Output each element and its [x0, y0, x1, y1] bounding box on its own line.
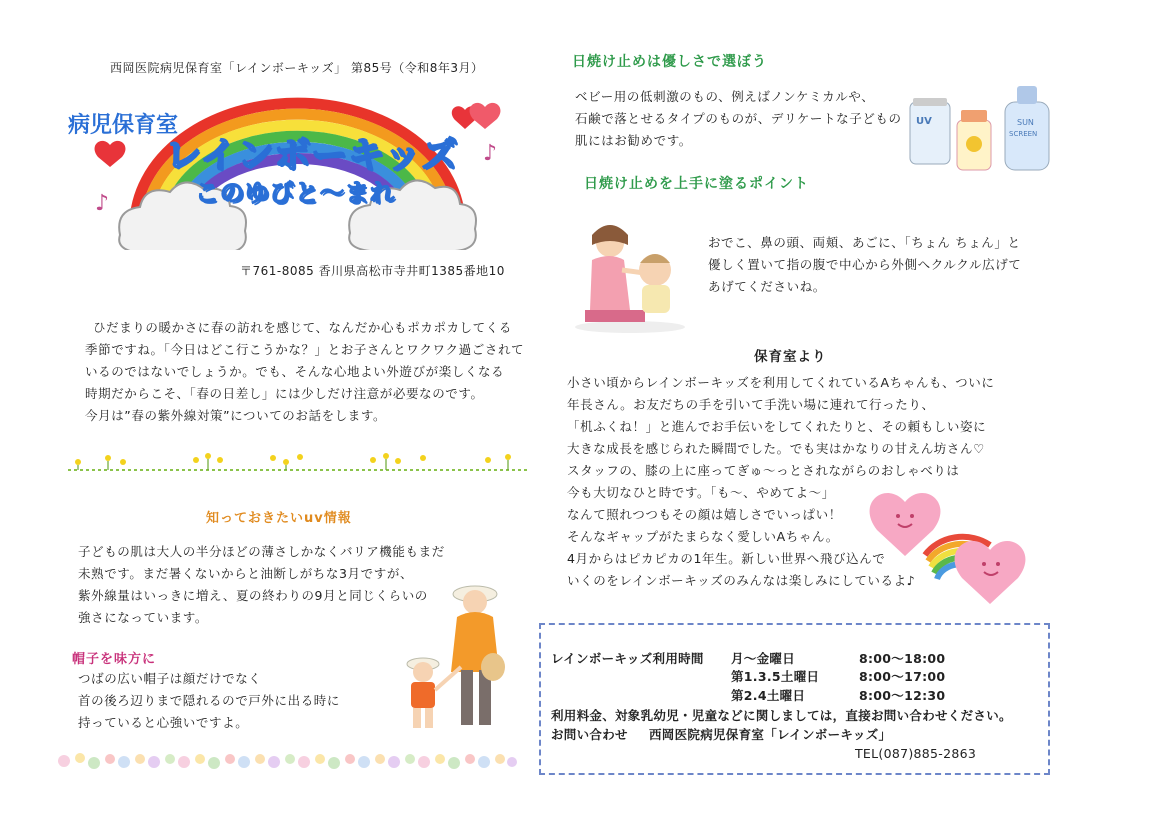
nursery-line: 今も大切なひと時です。「も～、やめてよ～」 [567, 485, 835, 500]
hours-time: 8:00～12:30 [859, 688, 946, 703]
nursery-line: なんて照れつつもその顔は嬉しさでいっぱい！ [567, 507, 842, 522]
uv-line: 紫外線量はいっきに増え、夏の終わりの9月と同じくらいの [78, 588, 428, 603]
address: 〒761-8085 香川県高松市寺井町1385番地10 [240, 264, 505, 278]
intro-line: ひだまりの暖かさに春の訪れを感じて、なんだか心もポカポカしてくる [93, 320, 512, 335]
hours-label: レインボーキッズ利用時間 [551, 651, 704, 666]
nursery-line: 小さい頃からレインボーキッズを利用してくれているAちゃんも、ついに [567, 375, 995, 390]
sunscreen-choose-line: ベビー用の低刺激のもの、例えばノンケミカルや、 [575, 89, 875, 104]
nursery-line: 4月からはピカピカの1年生。新しい世界へ飛び込んで [567, 551, 886, 566]
newsletter-title: 西岡医院病児保育室「レインボーキッズ」 第85号（令和8年3月） [110, 61, 484, 75]
nursery-title: 保育室より [754, 349, 827, 365]
uv-line: 強さになっています。 [78, 610, 209, 625]
nursery-line: 大きな成長を感じられた瞬間でした。でも実はかなりの甘えん坊さん♡ [567, 441, 985, 456]
hours-day: 月～金曜日 [731, 651, 796, 666]
sunscreen-apply-text [708, 232, 1021, 298]
sunscreen-apply-line: 優しく置いて指の腹で中心から外側へクルクル広げて [708, 257, 1022, 272]
hours-time: 8:00～18:00 [859, 651, 946, 666]
logo-top-text: 病児保育室 [68, 113, 179, 138]
bottle-screen-label: SCREEN [1009, 130, 1038, 138]
uv-section-text [78, 541, 445, 629]
nursery-line: 「机ふくね！」と進んでお手伝いをしてくれたりと、その頼もしい姿に [567, 419, 987, 434]
sunscreen-apply-line: おでこ、鼻の頭、両頬、あごに、「ちょん ちょん」と [708, 235, 1021, 250]
svg-text:♪: ♪ [95, 191, 110, 216]
contact-name: 西岡医院病児保育室「レインボーキッズ」 [649, 727, 892, 742]
hat-line: 持っていると心強いですよ。 [78, 715, 249, 730]
sunscreen-apply-line: あげてくださいね。 [708, 279, 826, 294]
mother-applying-sunscreen-illustration [570, 215, 690, 335]
info-box [539, 623, 1050, 775]
hat-line: 首の後ろ辺りまで隠れるので戸外に出る時に [78, 693, 341, 708]
intro-line: 時期だからこそ、「春の日差し」には少しだけ注意が必要なのです。 [85, 386, 484, 401]
hat-section-title: 帽子を味方に [72, 652, 157, 667]
nursery-line: いくのをレインボーキッズのみんなは楽しみにしているよ♪ [567, 573, 916, 588]
intro-text [85, 317, 524, 427]
sunscreen-choose-line: 石鹸で落とせるタイプのものが、デリケートな子どもの [575, 111, 902, 126]
logo [65, 85, 510, 250]
polka-dot-border [58, 750, 518, 772]
hours-day: 第2.4土曜日 [731, 688, 806, 703]
sunscreen-choose-title: 日焼け止めは優しさで選ぼう [572, 54, 767, 70]
nursery-line: 年長さん。お友だちの手を引いて手洗い場に連れて行ったり、 [567, 397, 935, 412]
intro-line: 季節ですね。「今日はどこ行こうかな？」とお子さんとワクワク過ごされて [85, 342, 525, 357]
mother-child-illustration [395, 572, 515, 742]
hours-time: 8:00～17:00 [859, 669, 946, 684]
bottle-uv-label: UV [916, 116, 932, 127]
intro-line: 今月は”春の紫外線対策”についてのお話をします。 [85, 408, 387, 423]
contact-label: お問い合わせ [551, 727, 628, 742]
hat-section-text [78, 668, 340, 734]
hours-day: 第1.3.5土曜日 [731, 669, 820, 684]
uv-line: 子どもの肌は大人の半分ほどの薄さしかなくバリア機能もまだ [78, 544, 445, 559]
tel-number: TEL(087)885-2863 [855, 746, 977, 761]
sunscreen-bottles-illustration [905, 80, 1055, 175]
uv-line: 未熟です。まだ暑くないからと油断しがちな3月ですが、 [78, 566, 414, 581]
nursery-line: スタッフの、膝の上に座ってぎゅ～っとされながらのおしゃべりは [567, 463, 960, 478]
logo-sub-text: このゆびと～まれ [195, 179, 395, 207]
bottle-sun-label: SUN [1017, 118, 1034, 127]
hat-line: つばの広い帽子は顔だけでなく [78, 671, 262, 686]
fee-note: 利用料金、対象乳幼児・児童などに関しましては，直接お問い合わせください。 [551, 708, 1012, 723]
nursery-line: そんなギャップがたまらなく愛しいAちゃん。 [567, 529, 839, 544]
flower-divider [68, 448, 528, 474]
sunscreen-apply-title: 日焼け止めを上手に塗るポイント [584, 176, 809, 192]
intro-line: いるのではないでしょうか。でも、そんな心地よい外遊びが楽しくなる [85, 364, 505, 379]
logo-main-text: レインボーキッズ [165, 135, 459, 176]
sunscreen-choose-line: 肌にはお勧めです。 [575, 133, 692, 148]
sunscreen-choose-text [575, 86, 902, 152]
hearts-rainbow-illustration [860, 480, 1045, 610]
uv-section-title: 知っておきたいuv情報 [206, 511, 352, 526]
svg-text:♪: ♪ [483, 141, 498, 166]
